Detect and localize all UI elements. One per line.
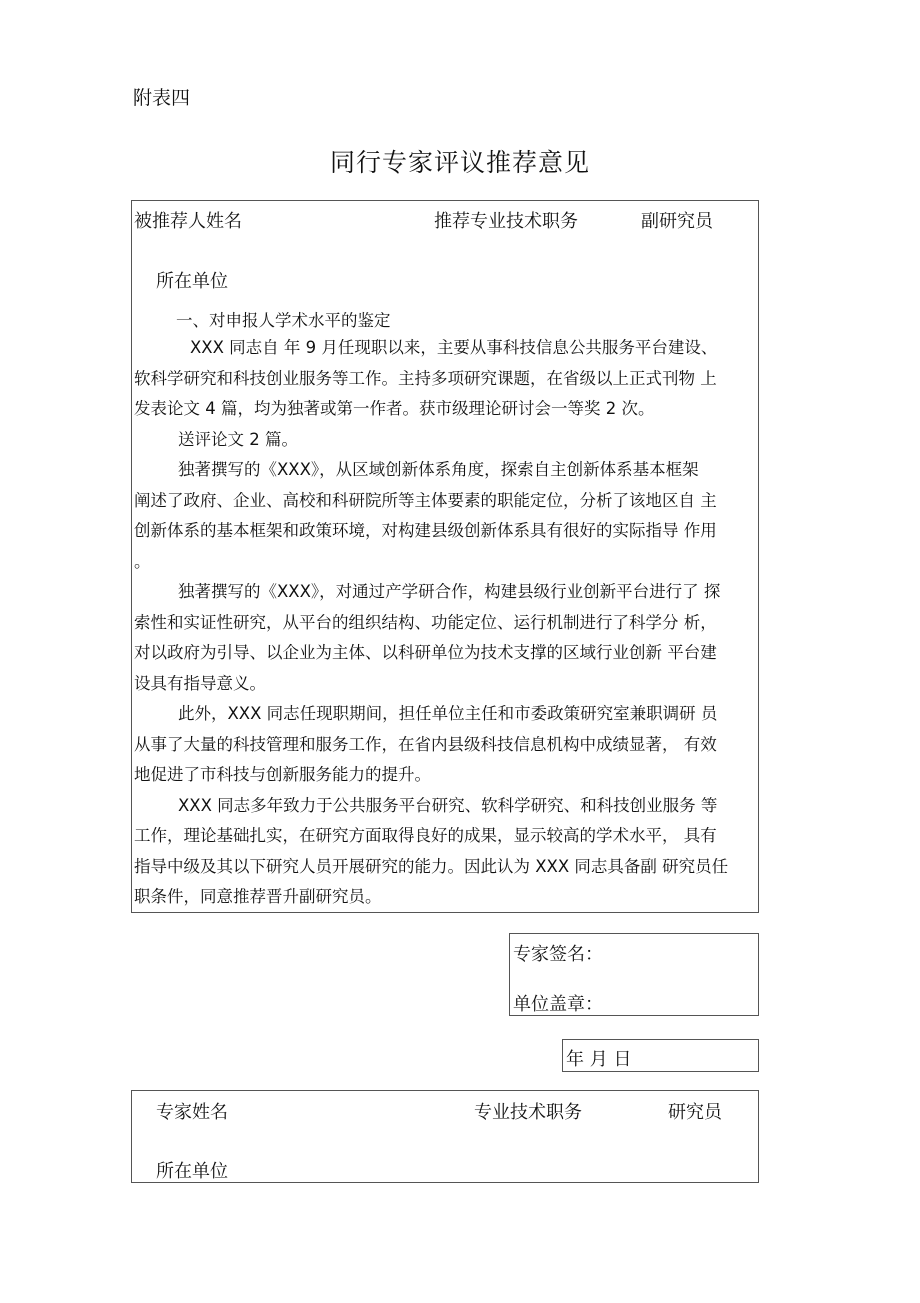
- date-box: [562, 1039, 759, 1072]
- nominee-name-label: 被推荐人姓名: [134, 211, 242, 232]
- body-line: 对以政府为引导、以企业为主体、以科研单位为技术支撑的区域行业创新 平台建: [134, 643, 717, 662]
- expert-unit-label: 所在单位: [156, 1161, 228, 1182]
- expert-info-form: [131, 1090, 759, 1183]
- recommended-duty-value: 副研究员: [641, 211, 713, 232]
- body-line: 。: [134, 552, 151, 571]
- recommended-duty-label: 推荐专业技术职务: [434, 211, 578, 232]
- expert-name-label: 专家姓名: [156, 1102, 228, 1123]
- body-line: 独著撰写的《XXX》，对通过产学研合作，构建县级行业创新平台进行了 探: [178, 582, 721, 601]
- body-line: 软科学研究和科技创业服务等工作。主持多项研究课题，在省级以上正式刊物 上: [134, 369, 717, 388]
- body-line: 此外，XXX 同志任现职期间，担任单位主任和市委政策研究室兼职调研 员: [178, 704, 718, 723]
- nominee-unit-label: 所在单位: [156, 271, 228, 292]
- body-line: 独著撰写的《XXX》，从区域创新体系角度，探索自主创新体系基本框架: [178, 460, 699, 479]
- body-line: XXX 同志多年致力于公共服务平台研究、软科学研究、和科技创业服务 等: [178, 796, 718, 815]
- expert-duty-value: 研究员: [668, 1102, 722, 1123]
- body-line: 从事了大量的科技管理和服务工作，在省内县级科技信息机构中成绩显著， 有效: [134, 735, 717, 754]
- page-title: 同行专家评议推荐意见: [329, 148, 590, 177]
- body-line: 职条件，同意推荐晋升副研究员。: [134, 887, 382, 906]
- body-line: 设具有指导意义。: [134, 674, 266, 693]
- unit-seal-label: 单位盖章：: [513, 994, 603, 1015]
- expert-duty-label: 专业技术职务: [474, 1102, 582, 1123]
- body-line: XXX 同志自 年 9 月任现职以来，主要从事科技信息公共服务平台建设、: [190, 338, 718, 357]
- date-label: 年 月 日: [566, 1049, 632, 1070]
- body-line: 工作，理论基础扎实，在研究方面取得良好的成果，显示较高的学术水平， 具有: [134, 826, 717, 845]
- section-heading: 一、对申报人学术水平的鉴定: [176, 311, 391, 330]
- recommendation-form: [131, 200, 759, 913]
- body-line: 发表论文 4 篇，均为独著或第一作者。获市级理论研讨会一等奖 2 次。: [134, 399, 655, 418]
- body-line: 指导中级及其以下研究人员开展研究的能力。因此认为 XXX 同志具备副 研究员任: [134, 857, 729, 876]
- body-line: 索性和实证性研究，从平台的组织结构、功能定位、运行机制进行了科学分 析，: [134, 613, 717, 632]
- body-line: 送评论文 2 篇。: [178, 430, 298, 449]
- body-line: 地促进了市科技与创新服务能力的提升。: [134, 765, 431, 784]
- signature-box: [509, 933, 759, 1016]
- body-line: 创新体系的基本框架和政策环境，对构建县级创新体系具有很好的实际指导 作用: [134, 521, 717, 540]
- expert-signature-label: 专家签名：: [513, 944, 603, 965]
- body-line: 阐述了政府、企业、高校和科研院所等主体要素的职能定位，分析了该地区自 主: [134, 491, 717, 510]
- attachment-label: 附表四: [133, 87, 191, 109]
